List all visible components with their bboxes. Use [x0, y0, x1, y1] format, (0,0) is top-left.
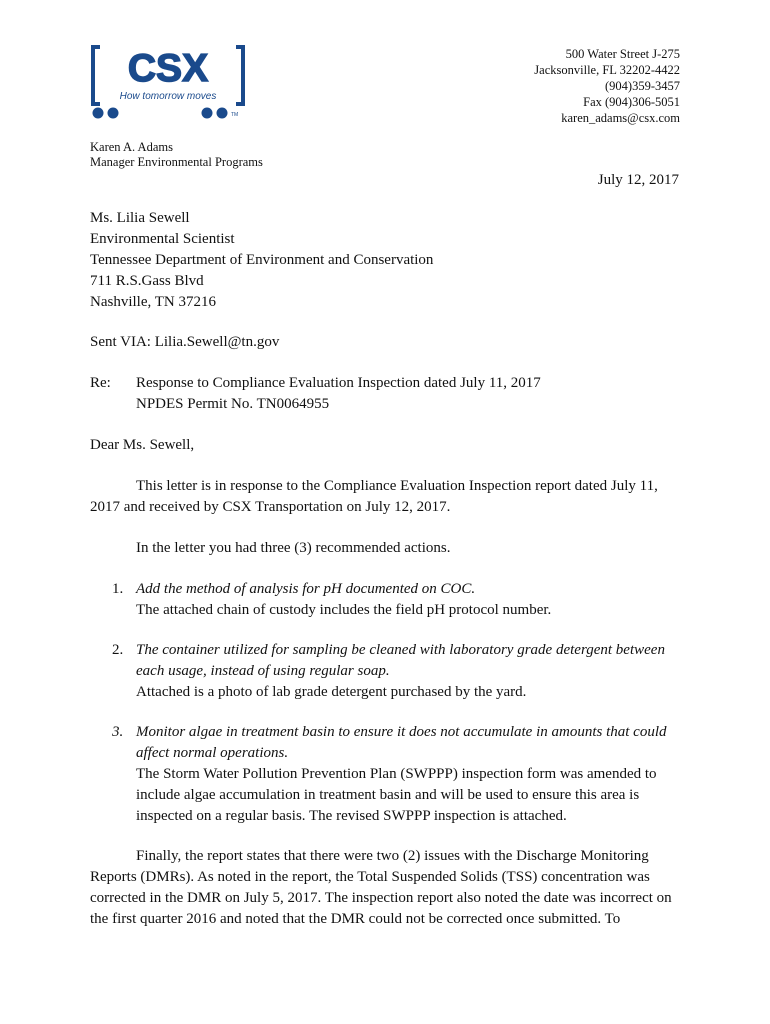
recipient-city: Nashville, TN 37216: [90, 294, 216, 310]
sender-address-block: [534, 46, 680, 126]
action-response: The Storm Water Pollution Prevention Plan (SWPPP) inspection form was amended to include algae accumulation in treatment basin and will be used to ensure this area is inspected on a regular basis. The revised SWPPP inspection is attached.: [136, 766, 657, 824]
logo-tagline: How tomorrow moves: [119, 91, 217, 102]
action-number: 3.: [112, 724, 124, 740]
trademark-mark: TM: [231, 112, 239, 118]
body-paragraph: This letter is in response to the Compliance Evaluation Inspection report dated July 11, 2017 and received by CSX Transportation on July 12, 2017.: [90, 478, 658, 515]
recipient-organization: Tennessee Department of Environment and Conservation: [90, 252, 434, 268]
action-response: Attached is a photo of lab grade detergent purchased by the yard.: [136, 684, 527, 700]
recipient-block: [90, 208, 433, 313]
csx-logo: [88, 44, 248, 122]
salutation: Dear Ms. Sewell,: [90, 437, 195, 453]
re-label: Re:: [90, 375, 111, 391]
address-email: karen_adams@csx.com: [561, 111, 680, 125]
wheel-dot: [108, 108, 119, 119]
action-number: 2.: [112, 642, 124, 658]
recipient-street: 711 R.S.Gass Blvd: [90, 273, 204, 289]
logo-wordmark: CSX: [127, 47, 209, 90]
sender-title: Manager Environmental Programs: [90, 155, 263, 169]
address-street: 500 Water Street J-275: [565, 47, 680, 61]
action-recommendation: The container utilized for sampling be cleaned with laboratory grade detergent between each usage, instead of using regular soap.: [136, 642, 665, 679]
action-item: [112, 579, 682, 621]
action-response: The attached chain of custody includes the field pH protocol number.: [136, 602, 552, 618]
action-item: [112, 640, 682, 703]
action-recommendation: Monitor algae in treatment basin to ensure it does not accumulate in amounts that could affect normal operations.: [136, 724, 667, 761]
address-city: Jacksonville, FL 32202-4422: [534, 63, 680, 77]
action-recommendation: Add the method of analysis for pH documented on COC.: [136, 581, 476, 597]
wheel-dot: [202, 108, 213, 119]
address-phone: (904)359-3457: [605, 79, 680, 93]
action-item: [112, 722, 682, 827]
wheel-dot: [93, 108, 104, 119]
body-paragraph: Finally, the report states that there were two (2) issues with the Discharge Monitoring Reports (DMRs). As noted in the report, the Total Suspended Solids (TSS) concentration was corrected in the DMR on July 5, 2017. The inspection report also noted the date was incorrect on the first quarter 2016 and noted that the DMR could not be corrected once submitted. To: [90, 848, 672, 927]
body-paragraph: In the letter you had three (3) recommended actions.: [136, 540, 451, 556]
address-fax: Fax (904)306-5051: [583, 95, 680, 109]
action-number: 1.: [112, 581, 124, 597]
recipient-name: Ms. Lilia Sewell: [90, 210, 190, 226]
re-subject: [136, 373, 541, 415]
sent-via-line: Sent VIA: Lilia.Sewell@tn.gov: [90, 334, 280, 350]
sender-block: [90, 140, 263, 170]
sender-name: Karen A. Adams: [90, 140, 173, 154]
wheel-dot: [217, 108, 228, 119]
re-subject-line: Response to Compliance Evaluation Inspection dated July 11, 2017: [136, 375, 541, 391]
recipient-title: Environmental Scientist: [90, 231, 235, 247]
letter-date: July 12, 2017: [597, 172, 679, 188]
re-permit-line: NPDES Permit No. TN0064955: [136, 396, 330, 412]
